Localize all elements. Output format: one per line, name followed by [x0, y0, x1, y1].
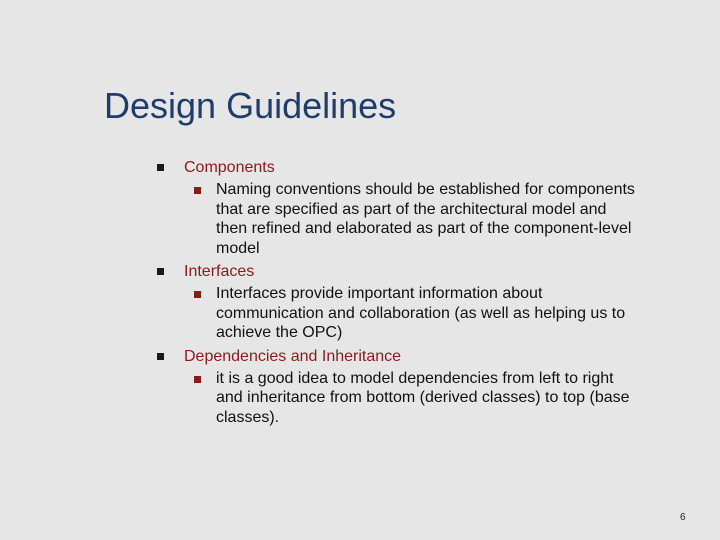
bullet-list	[0, 157, 720, 427]
sub-item-text: Interfaces provide important information about communication and collaboration (as well as helping us to achieve the OPC)	[216, 285, 626, 341]
list-item-components	[0, 157, 720, 178]
list-item-interfaces	[0, 261, 720, 282]
list-item-label: Components	[184, 159, 275, 176]
slide-title: Design Guidelines	[104, 85, 397, 126]
square-bullet-icon	[194, 187, 201, 194]
sub-item-text: Naming conventions should be established for components that are specified as part of the architectural model and then refined and elaborated as part of the component-level model	[216, 181, 635, 257]
sub-item	[0, 180, 636, 258]
list-item-label: Dependencies and Inheritance	[184, 347, 402, 365]
square-bullet-icon	[194, 291, 201, 298]
sub-item	[0, 284, 636, 343]
square-bullet-icon	[157, 268, 164, 275]
sub-item	[0, 369, 636, 428]
list-item-dependencies	[0, 346, 720, 367]
square-bullet-icon	[157, 164, 164, 171]
list-item-label: Interfaces	[184, 263, 255, 280]
square-bullet-icon	[157, 353, 164, 360]
square-bullet-icon	[194, 376, 201, 383]
sub-item-text: it is a good idea to model dependencies from left to right and inheritance from bottom (derived classes) to top (base classes).	[216, 369, 630, 426]
page-number: 6	[680, 512, 686, 523]
